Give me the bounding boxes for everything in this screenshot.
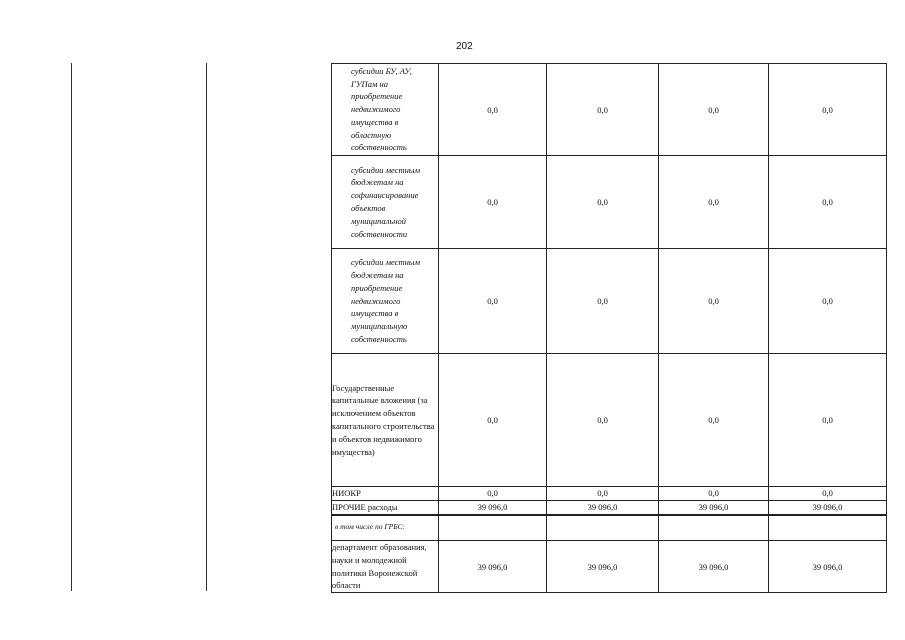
value-cell: 0,0 [769, 156, 887, 249]
value-cell: 0,0 [439, 156, 547, 249]
table-row [332, 487, 887, 501]
column-divider-left [71, 63, 72, 591]
value-cell: 0,0 [659, 249, 769, 354]
table-row [332, 354, 887, 487]
page-number: 202 [456, 41, 473, 52]
value-cell: 39 096,0 [659, 541, 769, 593]
value-cell: 0,0 [659, 487, 769, 501]
row-label: ПРОЧИЕ расходы [332, 500, 439, 514]
value-cell: 0,0 [769, 487, 887, 501]
table-row [332, 249, 887, 354]
row-label: департамент образования, науки и молодежной политики Воронежской области [332, 541, 439, 593]
row-label: Государственные капитальные вложения (за исключением объектов капитального строительства и объектов недвижимого имущества) [332, 354, 439, 487]
budget-table [331, 63, 887, 593]
value-cell: 0,0 [547, 156, 659, 249]
value-cell: 0,0 [659, 64, 769, 156]
column-divider-middle [206, 63, 207, 591]
value-cell: 39 096,0 [547, 500, 659, 514]
value-cell: 39 096,0 [439, 541, 547, 593]
value-cell: 0,0 [659, 156, 769, 249]
value-cell: 0,0 [439, 249, 547, 354]
value-cell: 0,0 [547, 487, 659, 501]
value-cell [547, 515, 659, 541]
row-label: в том числе по ГРБС: [332, 515, 439, 541]
value-cell: 0,0 [439, 64, 547, 156]
value-cell: 0,0 [547, 249, 659, 354]
table-row [332, 500, 887, 514]
value-cell: 0,0 [547, 64, 659, 156]
row-label: субсидии БУ, АУ, ГУПам на приобретение недвижимого имущества в областную собственность [332, 64, 439, 156]
table-row [332, 541, 887, 593]
value-cell: 39 096,0 [659, 500, 769, 514]
table-row [332, 156, 887, 249]
value-cell: 0,0 [439, 487, 547, 501]
value-cell: 0,0 [769, 249, 887, 354]
value-cell: 39 096,0 [769, 500, 887, 514]
value-cell: 39 096,0 [439, 500, 547, 514]
value-cell: 0,0 [769, 354, 887, 487]
value-cell: 0,0 [439, 354, 547, 487]
table-row [332, 515, 887, 541]
value-cell [769, 515, 887, 541]
row-label: субсидии местным бюджетам на софинансирование объектов муниципальной собственности [332, 156, 439, 249]
table-row [332, 64, 887, 156]
row-label: НИОКР [332, 487, 439, 501]
value-cell [659, 515, 769, 541]
value-cell: 0,0 [659, 354, 769, 487]
row-label: субсидии местным бюджетам на приобретение недвижимого имущества в муниципальную собственность [332, 249, 439, 354]
value-cell: 39 096,0 [547, 541, 659, 593]
value-cell: 39 096,0 [769, 541, 887, 593]
value-cell [439, 515, 547, 541]
value-cell: 0,0 [769, 64, 887, 156]
value-cell: 0,0 [547, 354, 659, 487]
